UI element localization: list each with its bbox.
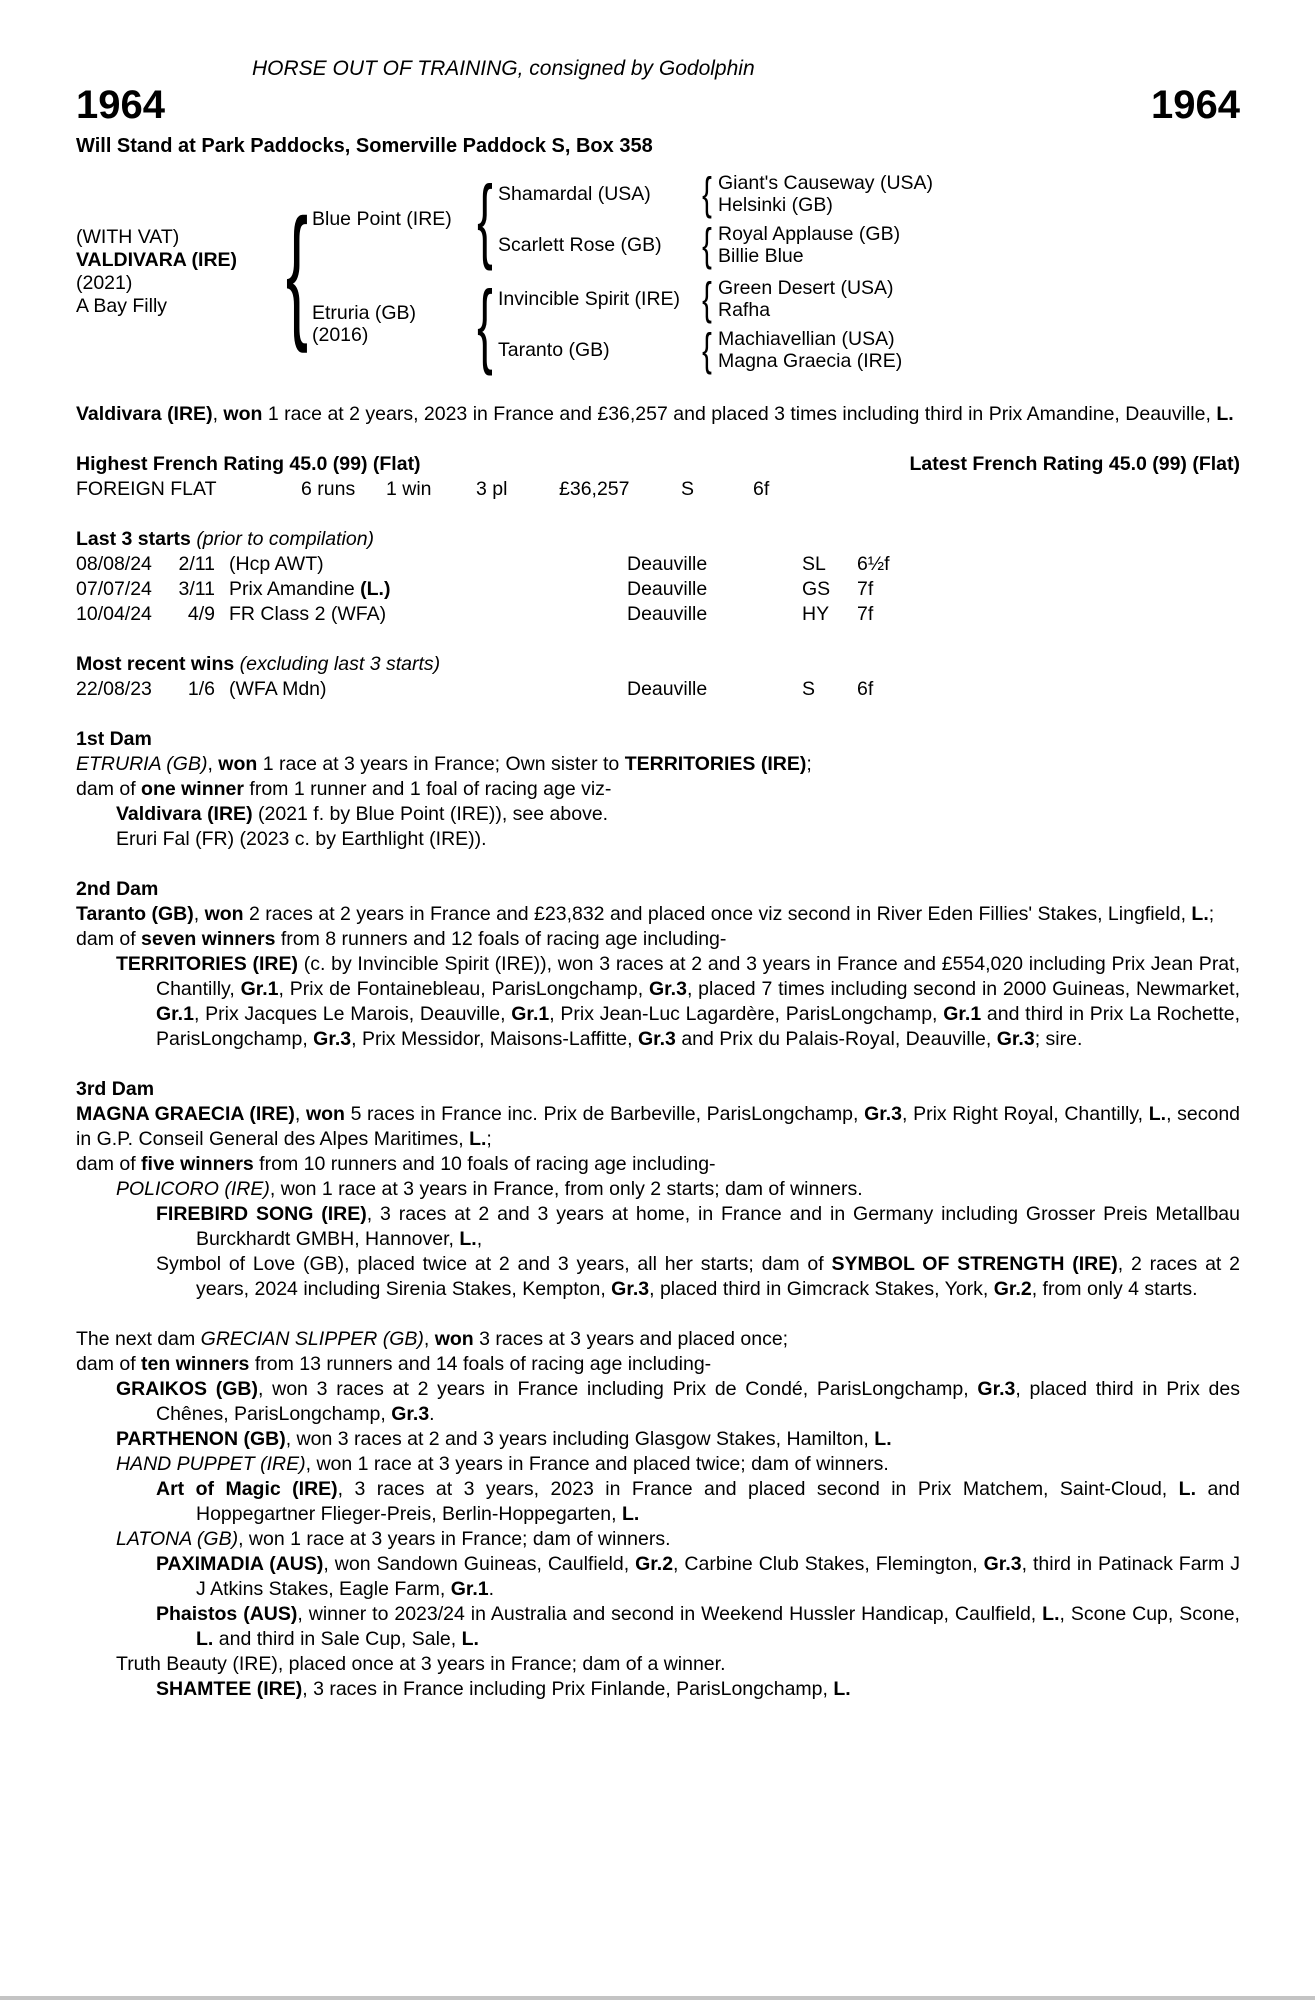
- race-distance: 7f: [857, 578, 874, 600]
- stats-earnings: £36,257: [559, 478, 630, 500]
- recent-wins-table: [76, 677, 1240, 702]
- pedigree-table: [76, 166, 1240, 376]
- sire-dam-name: Scarlett Rose (GB): [498, 233, 662, 256]
- dam2-record: Taranto (GB), won 2 races at 2 years in France and £23,832 and placed once viz second in River Eden Fillies' Stakes, Lingfield, L.;: [76, 903, 1215, 925]
- dam2-produce-intro: dam of seven winners from 8 runners and 12 foals of racing age including-: [76, 928, 727, 950]
- race-name: Prix Amandine (L.): [229, 578, 391, 600]
- race-going: HY: [802, 603, 830, 625]
- race-name: (WFA Mdn): [229, 678, 327, 700]
- sire-name: Blue Point (IRE): [312, 208, 452, 230]
- dam-name: Etruria (GB): [312, 302, 417, 324]
- lot-number-left: 1964: [76, 83, 165, 127]
- last3-heading: Last 3 starts (prior to compilation): [76, 528, 375, 550]
- page-bottom-rule: [0, 1996, 1315, 2000]
- stats-row: [76, 477, 1240, 502]
- dam1-heading: 1st Dam: [76, 728, 152, 750]
- catalogue-body: [76, 402, 1240, 1702]
- next-dam-produce-intro: dam of ten winners from 13 runners and 14 foals of racing age including-: [76, 1353, 712, 1375]
- stats-category: FOREIGN FLAT: [76, 478, 217, 500]
- dam-dam-branch: [498, 324, 1240, 375]
- stand-location: Will Stand at Park Paddocks, Somerville Paddock S, Box 358: [76, 135, 653, 157]
- sire-grandparents: [498, 168, 1240, 270]
- stats-going: S: [681, 478, 695, 500]
- ancestor-name: Royal Applause (GB): [718, 222, 901, 245]
- race-row: [76, 602, 1240, 627]
- race-date: 22/08/23: [76, 678, 152, 700]
- latest-rating: Latest French Rating 45.0 (99) (Flat): [909, 453, 1240, 475]
- race-distance: 7f: [857, 603, 874, 625]
- dam2-heading: 2nd Dam: [76, 878, 159, 900]
- dam-name-block: [312, 302, 472, 346]
- progeny-art-of-magic: Art of Magic (IRE), 3 races at 3 years, 2023 in France and placed second in Prix Matchem, Saint-Cloud, L. and Hoppegartner Flieger-Preis, Berlin-Hoppegarten, L.: [156, 1478, 1240, 1525]
- race-position: 2/11: [178, 553, 215, 575]
- dam-sire-name: Invincible Spirit (IRE): [498, 287, 681, 310]
- dam-grandparents: [498, 273, 1240, 375]
- ancestor-name: Helsinki (GB): [718, 193, 833, 216]
- dam3-produce-intro: dam of five winners from 10 runners and 10 foals of racing age including-: [76, 1153, 716, 1175]
- race-row: [76, 677, 1240, 702]
- pedigree-brace-main: {: [285, 188, 309, 354]
- sire-sire-branch: [498, 168, 1240, 219]
- horse-foaled-year: (2021): [76, 271, 133, 294]
- race-going: GS: [802, 578, 831, 600]
- progeny-eruri-fal: Eruri Fal (FR) (2023 c. by Earthlight (IRE)).: [116, 828, 487, 850]
- ancestor-name: Magna Graecia (IRE): [718, 349, 903, 372]
- progeny-firebird-song: FIREBIRD SONG (IRE), 3 races at 2 and 3 years at home, in France and in Germany including Grosser Preis Metallbau Burckhardt GMBH, Hannover, L.,: [156, 1203, 1240, 1250]
- progeny-phaistos: Phaistos (AUS), winner to 2023/24 in Australia and second in Weekend Hussler Handicap, Caulfield, L., Scone Cup, Scone, L. and third in Sale Cup, Sale, L.: [156, 1603, 1240, 1650]
- sire-dam-branch: [498, 219, 1240, 270]
- dam-sire-parents: [718, 278, 1240, 320]
- horse-description: A Bay Filly: [76, 294, 168, 317]
- dam-branch: [312, 271, 1240, 376]
- stats-wins: 1 win: [386, 478, 432, 500]
- lot-number-row: [76, 84, 1240, 126]
- pedigree-brace-sire-dam: {: [702, 219, 712, 270]
- race-distance: 6½f: [857, 553, 890, 575]
- race-row: [76, 577, 1240, 602]
- race-record: Valdivara (IRE), won 1 race at 2 years, 2023 in France and £36,257 and placed 3 times including third in Prix Amandine, Deauville, L.: [76, 403, 1234, 425]
- race-course: Deauville: [627, 678, 708, 700]
- race-distance: 6f: [857, 678, 874, 700]
- race-date: 08/08/24: [76, 553, 152, 575]
- consignor-line: HORSE OUT OF TRAINING, consigned by Godolphin: [252, 57, 755, 80]
- sire-sire-parents: [718, 173, 1240, 215]
- dam1-produce-intro: dam of one winner from 1 runner and 1 foal of racing age viz-: [76, 778, 612, 800]
- horse-details: [76, 226, 282, 318]
- pedigree-brace-sire-sire: {: [702, 168, 712, 219]
- race-course: Deauville: [627, 603, 708, 625]
- race-position: 1/6: [187, 678, 215, 700]
- vat-note: (WITH VAT): [76, 225, 180, 248]
- pedigree-brace-dam-dam: {: [702, 324, 712, 375]
- race-going: S: [802, 678, 816, 700]
- pedigree-brace-sire: {: [477, 166, 493, 271]
- progeny-latona: LATONA (GB), won 1 race at 3 years in France; dam of winners.: [116, 1528, 671, 1550]
- ancestor-name: Billie Blue: [718, 244, 804, 267]
- progeny-territories: TERRITORIES (IRE) (c. by Invincible Spirit (IRE)), won 3 races at 2 and 3 years in France and £554,020 including Prix Jean Prat, Chantilly, Gr.1, Prix de Fontainebleau, ParisLongchamp, Gr.3, placed 7 times including second in 2000 Guineas, Newmarket, Gr.1, Prix Jacques Le Marois, Deauville, Gr.1, Prix Jean-Luc Lagardère, ParisLongchamp, Gr.1 and third in Prix La Rochette, ParisLongchamp, Gr.3, Prix Messidor, Maisons-Laffitte, Gr.3 and Prix du Palais-Royal, Deauville, Gr.3; sire.: [116, 953, 1240, 1050]
- dam3-heading: 3rd Dam: [76, 1078, 155, 1100]
- lot-number-right: 1964: [1151, 83, 1240, 127]
- recent-wins-heading: Most recent wins (excluding last 3 starts): [76, 653, 441, 675]
- horse-name: VALDIVARA (IRE): [76, 248, 238, 271]
- progeny-symbol-of-love: Symbol of Love (GB), placed twice at 2 and 3 years, all her starts; dam of SYMBOL OF STRENGTH (IRE), 2 races at 2 years, 2024 including Sirenia Stakes, Kempton, Gr.3, placed third in Gimcrack Stakes, York, Gr.2, from only 4 starts.: [156, 1253, 1240, 1300]
- ancestor-name: Green Desert (USA): [718, 276, 894, 299]
- race-position: 3/11: [178, 578, 215, 600]
- pedigree-parents: [312, 166, 1240, 376]
- dam1-record: ETRURIA (GB), won 1 race at 3 years in France; Own sister to TERRITORIES (IRE);: [76, 753, 812, 775]
- progeny-valdivara: Valdivara (IRE) (2021 f. by Blue Point (IRE)), see above.: [116, 803, 609, 825]
- progeny-shamtee: SHAMTEE (IRE), 3 races in France including Prix Finlande, ParisLongchamp, L.: [156, 1678, 851, 1700]
- sire-dam-parents: [718, 224, 1240, 266]
- race-date: 07/07/24: [76, 578, 152, 600]
- ancestor-name: Machiavellian (USA): [718, 327, 895, 350]
- progeny-policoro: POLICORO (IRE), won 1 race at 3 years in France, from only 2 starts; dam of winners.: [116, 1178, 863, 1200]
- progeny-graikos: GRAIKOS (GB), won 3 races at 2 years in France including Prix de Condé, ParisLongchamp, Gr.3, placed third in Prix des Chênes, ParisLongchamp, Gr.3.: [116, 1378, 1241, 1425]
- dam-dam-name: Taranto (GB): [498, 338, 610, 361]
- stats-runs: 6 runs: [301, 478, 356, 500]
- stats-places: 3 pl: [476, 478, 508, 500]
- ancestor-name: Rafha: [718, 298, 771, 321]
- dam-year: (2016): [312, 324, 369, 346]
- progeny-truth-beauty: Truth Beauty (IRE), placed once at 3 years in France; dam of a winner.: [116, 1653, 726, 1675]
- race-row: [76, 552, 1240, 577]
- race-name: FR Class 2 (WFA): [229, 603, 387, 625]
- highest-rating: Highest French Rating 45.0 (99) (Flat): [76, 453, 421, 475]
- next-dam-record: The next dam GRECIAN SLIPPER (GB), won 3 races at 3 years and placed once;: [76, 1328, 789, 1350]
- pedigree-brace-dam-sire: {: [702, 273, 712, 324]
- race-course: Deauville: [627, 553, 708, 575]
- race-going: SL: [802, 553, 826, 575]
- dam3-record: MAGNA GRAECIA (IRE), won 5 races in France inc. Prix de Barbeville, ParisLongchamp, Gr.3, Prix Right Royal, Chantilly, L., second in G.P. Conseil General des Alpes Maritimes, L.;: [76, 1103, 1241, 1150]
- dam-dam-parents: [718, 329, 1240, 371]
- ancestor-name: Giant's Causeway (USA): [718, 171, 934, 194]
- sire-sire-name: Shamardal (USA): [498, 182, 651, 205]
- progeny-hand-puppet: HAND PUPPET (IRE), won 1 race at 3 years in France and placed twice; dam of winners.: [116, 1453, 889, 1475]
- progeny-parthenon: PARTHENON (GB), won 3 races at 2 and 3 years including Glasgow Stakes, Hamilton, L.: [116, 1428, 892, 1450]
- progeny-paximadia: PAXIMADIA (AUS), won Sandown Guineas, Caulfield, Gr.2, Carbine Club Stakes, Flemington, Gr.3, third in Patinack Farm J J Atkins Stakes, Eagle Farm, Gr.1.: [156, 1553, 1241, 1600]
- race-name: (Hcp AWT): [229, 553, 324, 575]
- race-course: Deauville: [627, 578, 708, 600]
- last3-table: [76, 552, 1240, 627]
- dam-sire-branch: [498, 273, 1240, 324]
- stats-distance: 6f: [753, 478, 770, 500]
- race-date: 10/04/24: [76, 603, 152, 625]
- race-position: 4/9: [187, 603, 215, 625]
- sire-branch: [312, 166, 1240, 271]
- pedigree-brace-dam: {: [477, 271, 493, 376]
- ratings-line: [76, 452, 1240, 477]
